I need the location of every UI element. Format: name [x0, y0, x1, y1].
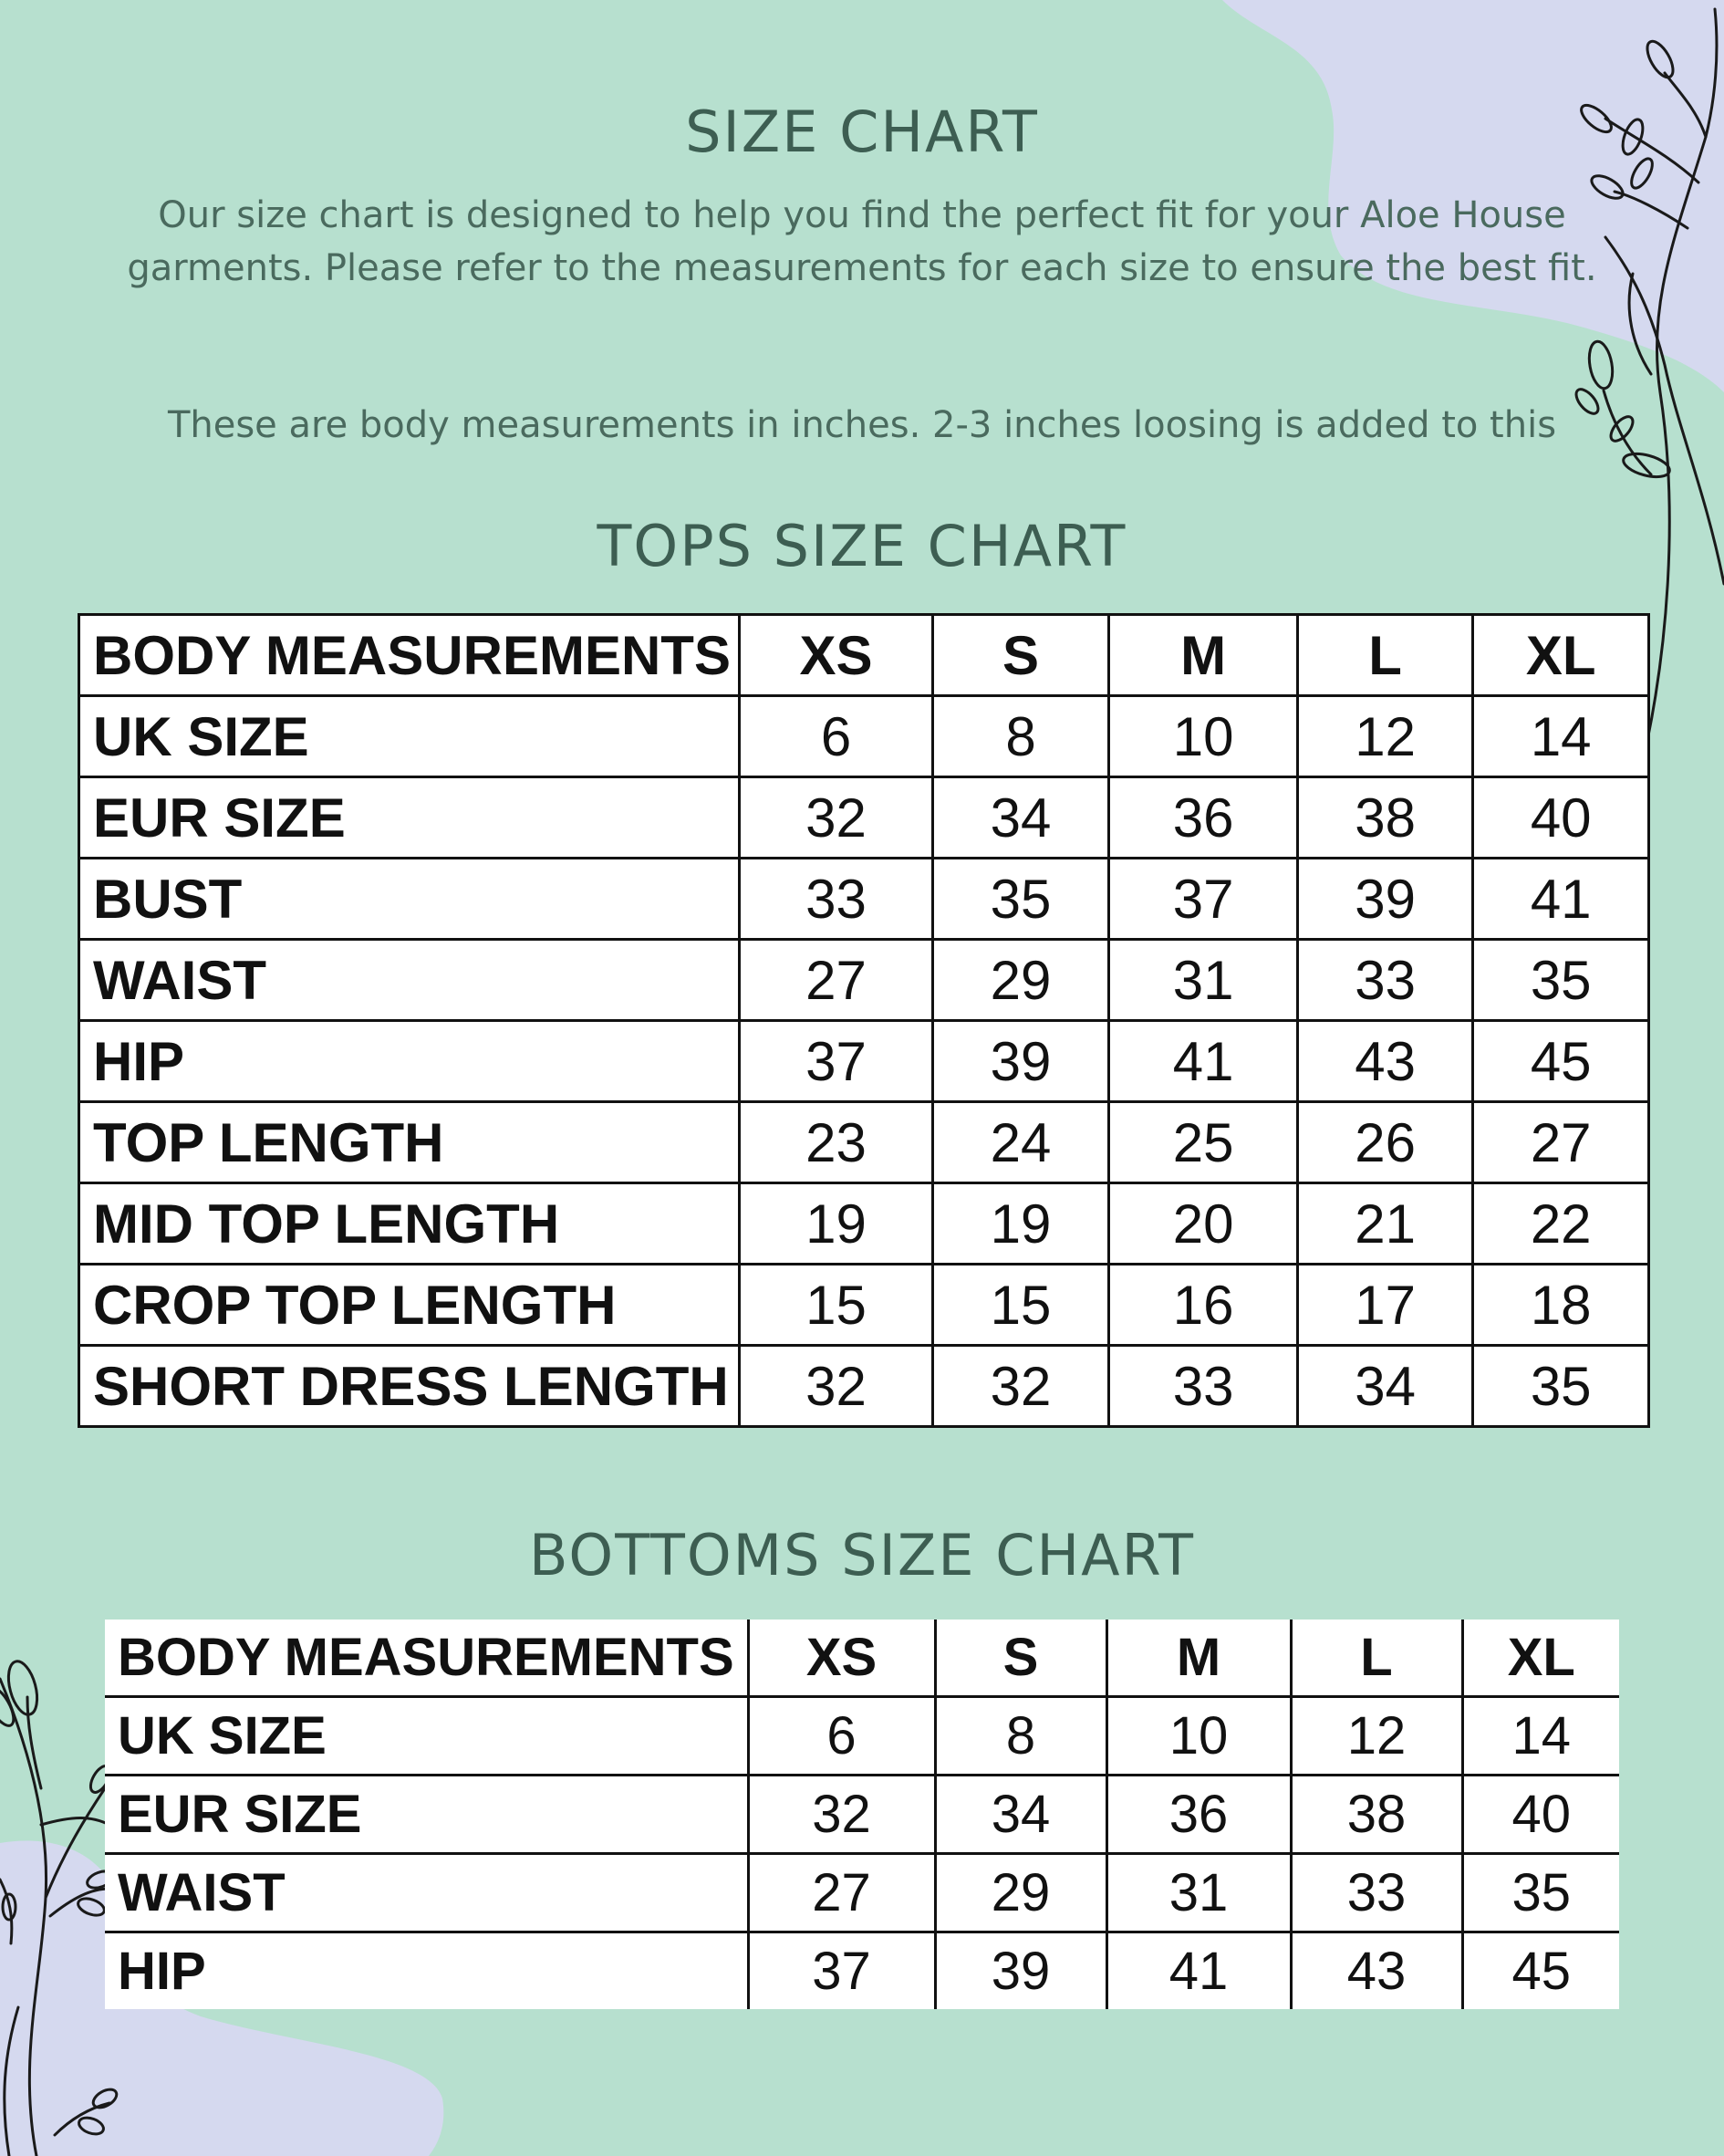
table-row: [105, 1776, 1619, 1854]
row-label: EUR SIZE: [105, 1776, 748, 1854]
table-cell: 39: [935, 1932, 1106, 2010]
table-cell: 23: [740, 1102, 933, 1183]
table-row: [79, 1021, 1649, 1102]
table-row: [79, 1183, 1649, 1265]
table-cell: 14: [1462, 1697, 1619, 1776]
table-cell: 14: [1473, 696, 1649, 777]
row-label: WAIST: [79, 940, 740, 1021]
table-cell: 32: [740, 1346, 933, 1427]
table-cell: 35: [932, 859, 1109, 940]
table-cell: 8: [932, 696, 1109, 777]
column-header-size: XS: [740, 615, 933, 696]
row-label: UK SIZE: [79, 696, 740, 777]
table-row: [105, 1932, 1619, 2010]
row-label: HIP: [105, 1932, 748, 2010]
table-cell: 19: [932, 1183, 1109, 1265]
row-label: EUR SIZE: [79, 777, 740, 859]
table-cell: 27: [740, 940, 933, 1021]
table-cell: 32: [740, 777, 933, 859]
table-cell: 38: [1297, 777, 1473, 859]
table-row: [79, 777, 1649, 859]
table-cell: 35: [1462, 1854, 1619, 1932]
table-cell: 17: [1297, 1265, 1473, 1346]
column-header-size: M: [1109, 615, 1298, 696]
page-title: SIZE CHART: [685, 99, 1039, 165]
table-cell: 6: [748, 1697, 935, 1776]
table-cell: 15: [932, 1265, 1109, 1346]
table-row: [79, 940, 1649, 1021]
table-cell: 35: [1473, 940, 1649, 1021]
table-cell: 31: [1109, 940, 1298, 1021]
table-cell: 36: [1109, 777, 1298, 859]
table-cell: 19: [740, 1183, 933, 1265]
column-header-size: M: [1106, 1620, 1291, 1697]
table-cell: 43: [1291, 1932, 1462, 2010]
table-cell: 29: [932, 940, 1109, 1021]
table-cell: 39: [932, 1021, 1109, 1102]
row-label: UK SIZE: [105, 1697, 748, 1776]
table-cell: 27: [748, 1854, 935, 1932]
table-cell: 38: [1291, 1776, 1462, 1854]
measurement-note: These are body measurements in inches. 2-3 inches loosing is added to this: [167, 404, 1557, 446]
bottoms-size-table: [105, 1620, 1619, 2009]
table-cell: 32: [932, 1346, 1109, 1427]
bottoms-section-title: BOTTOMS SIZE CHART: [528, 1522, 1196, 1588]
table-cell: 41: [1473, 859, 1649, 940]
row-label: CROP TOP LENGTH: [79, 1265, 740, 1346]
table-cell: 37: [748, 1932, 935, 2010]
table-header-row: [79, 615, 1649, 696]
table-row: [79, 859, 1649, 940]
table-cell: 20: [1109, 1183, 1298, 1265]
table-cell: 45: [1462, 1932, 1619, 2010]
table-cell: 37: [740, 1021, 933, 1102]
table-cell: 34: [935, 1776, 1106, 1854]
table-cell: 33: [740, 859, 933, 940]
table-row: [79, 1346, 1649, 1427]
table-cell: 15: [740, 1265, 933, 1346]
table-cell: 41: [1106, 1932, 1291, 2010]
table-row: [105, 1697, 1619, 1776]
column-header-measurement: BODY MEASUREMENTS: [79, 615, 740, 696]
table-cell: 39: [1297, 859, 1473, 940]
table-cell: 25: [1109, 1102, 1298, 1183]
table-cell: 18: [1473, 1265, 1649, 1346]
row-label: TOP LENGTH: [79, 1102, 740, 1183]
table-cell: 40: [1462, 1776, 1619, 1854]
table-cell: 34: [1297, 1346, 1473, 1427]
table-cell: 26: [1297, 1102, 1473, 1183]
tops-size-table: [78, 613, 1650, 1428]
table-cell: 33: [1291, 1854, 1462, 1932]
table-cell: 6: [740, 696, 933, 777]
table-cell: 43: [1297, 1021, 1473, 1102]
row-label: HIP: [79, 1021, 740, 1102]
table-cell: 22: [1473, 1183, 1649, 1265]
table-cell: 12: [1297, 696, 1473, 777]
column-header-measurement: BODY MEASUREMENTS: [105, 1620, 748, 1697]
table-row: [79, 1265, 1649, 1346]
table-cell: 45: [1473, 1021, 1649, 1102]
table-header-row: [105, 1620, 1619, 1697]
row-label: MID TOP LENGTH: [79, 1183, 740, 1265]
column-header-size: XL: [1462, 1620, 1619, 1697]
row-label: SHORT DRESS LENGTH: [79, 1346, 740, 1427]
table-cell: 21: [1297, 1183, 1473, 1265]
table-cell: 24: [932, 1102, 1109, 1183]
row-label: WAIST: [105, 1854, 748, 1932]
table-cell: 10: [1109, 696, 1298, 777]
table-cell: 33: [1109, 1346, 1298, 1427]
row-label: BUST: [79, 859, 740, 940]
table-cell: 40: [1473, 777, 1649, 859]
table-cell: 35: [1473, 1346, 1649, 1427]
table-cell: 36: [1106, 1776, 1291, 1854]
table-cell: 41: [1109, 1021, 1298, 1102]
table-cell: 34: [932, 777, 1109, 859]
table-cell: 10: [1106, 1697, 1291, 1776]
table-cell: 37: [1109, 859, 1298, 940]
tops-section-title: TOPS SIZE CHART: [597, 513, 1127, 579]
table-cell: 12: [1291, 1697, 1462, 1776]
column-header-size: L: [1291, 1620, 1462, 1697]
table-cell: 16: [1109, 1265, 1298, 1346]
column-header-size: L: [1297, 615, 1473, 696]
table-row: [79, 696, 1649, 777]
table-row: [79, 1102, 1649, 1183]
table-row: [105, 1854, 1619, 1932]
column-header-size: XS: [748, 1620, 935, 1697]
table-cell: 29: [935, 1854, 1106, 1932]
table-cell: 8: [935, 1697, 1106, 1776]
column-header-size: S: [935, 1620, 1106, 1697]
table-cell: 33: [1297, 940, 1473, 1021]
table-cell: 27: [1473, 1102, 1649, 1183]
column-header-size: XL: [1473, 615, 1649, 696]
table-cell: 31: [1106, 1854, 1291, 1932]
table-cell: 32: [748, 1776, 935, 1854]
intro-text: Our size chart is designed to help you find the perfect fit for your Aloe House garments. Please refer to the measurements for each size to ensure the best fit.: [127, 194, 1597, 289]
column-header-size: S: [932, 615, 1109, 696]
